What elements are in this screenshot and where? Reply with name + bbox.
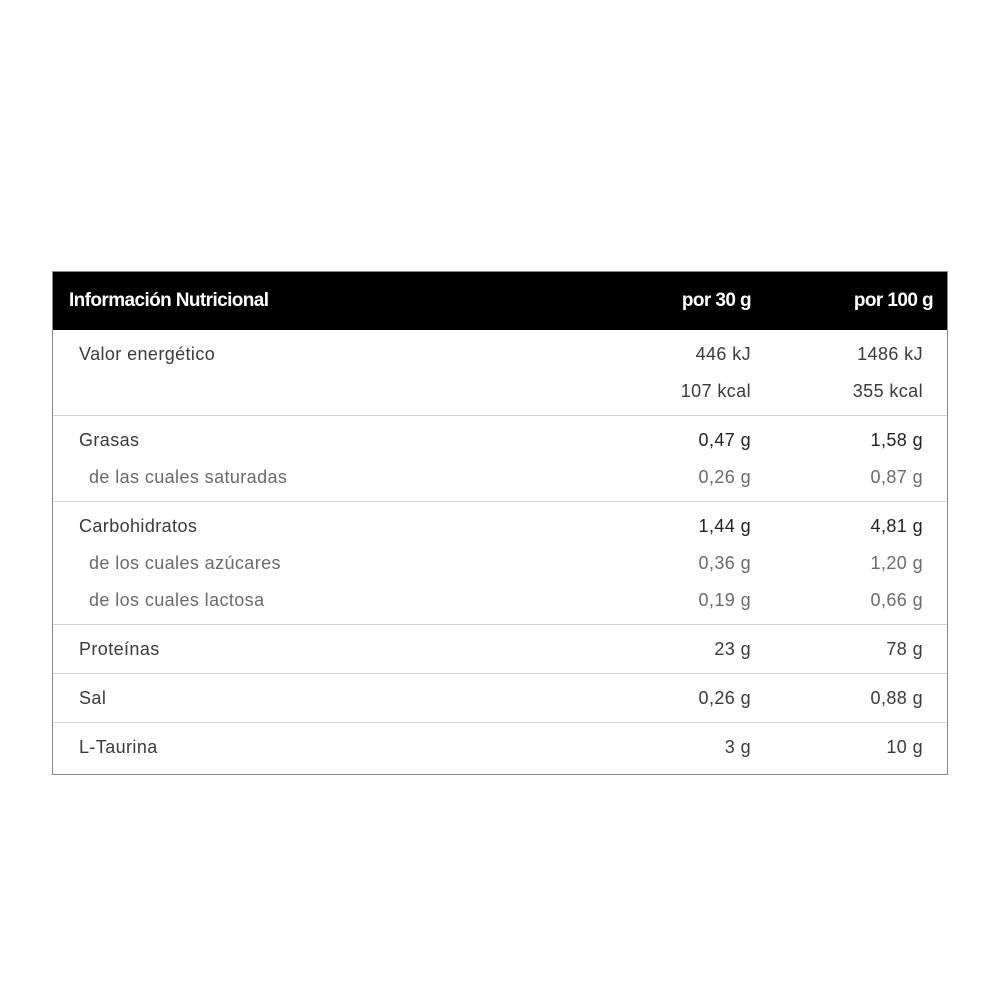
group-taurine (53, 723, 947, 774)
table-row (53, 680, 947, 717)
table-row (53, 422, 947, 459)
table-title: Información Nutricional (69, 290, 269, 311)
value-per-30g: 107 kcal (680, 381, 751, 401)
row-label: de las cuales saturadas (89, 467, 288, 487)
value-per-100g: 0,87 g (870, 467, 923, 487)
table-row (53, 631, 947, 668)
group-carbohydrates (53, 502, 947, 625)
table-header (53, 272, 947, 330)
row-label: Proteínas (79, 639, 160, 659)
value-per-100g: 0,66 g (870, 590, 923, 610)
table-row (53, 373, 947, 410)
column-header-per-30g: por 30 g (681, 290, 751, 311)
value-per-100g: 78 g (886, 639, 923, 659)
value-per-30g: 446 kJ (695, 344, 751, 364)
table-row (53, 459, 947, 496)
column-header-per-100g: por 100 g (853, 290, 933, 311)
value-per-30g: 23 g (714, 639, 751, 659)
value-per-100g: 4,81 g (870, 516, 923, 536)
value-per-30g: 0,36 g (698, 553, 751, 573)
row-label: L-Taurina (79, 737, 158, 757)
row-label: de los cuales azúcares (89, 553, 281, 573)
value-per-30g: 0,26 g (698, 688, 751, 708)
table-row (53, 508, 947, 545)
value-per-100g: 1,58 g (870, 430, 923, 450)
value-per-30g: 0,19 g (698, 590, 751, 610)
value-per-100g: 355 kcal (852, 381, 923, 401)
table-row (53, 582, 947, 619)
value-per-30g: 0,26 g (698, 467, 751, 487)
row-label: Sal (79, 688, 107, 708)
value-per-100g: 1,20 g (870, 553, 923, 573)
row-label: Carbohidratos (79, 516, 198, 536)
value-per-30g: 1,44 g (698, 516, 751, 536)
value-per-100g: 1486 kJ (857, 344, 923, 364)
group-salt (53, 674, 947, 723)
table-row (53, 336, 947, 373)
table-row (53, 545, 947, 582)
row-label: Valor energético (79, 344, 216, 364)
group-energy (53, 330, 947, 416)
value-per-100g: 10 g (886, 737, 923, 757)
table-row (53, 729, 947, 766)
group-proteins (53, 625, 947, 674)
value-per-30g: 0,47 g (698, 430, 751, 450)
row-label: de los cuales lactosa (89, 590, 265, 610)
group-fats (53, 416, 947, 502)
row-label: Grasas (79, 430, 140, 450)
nutrition-table (52, 271, 948, 775)
value-per-30g: 3 g (724, 737, 751, 757)
value-per-100g: 0,88 g (870, 688, 923, 708)
